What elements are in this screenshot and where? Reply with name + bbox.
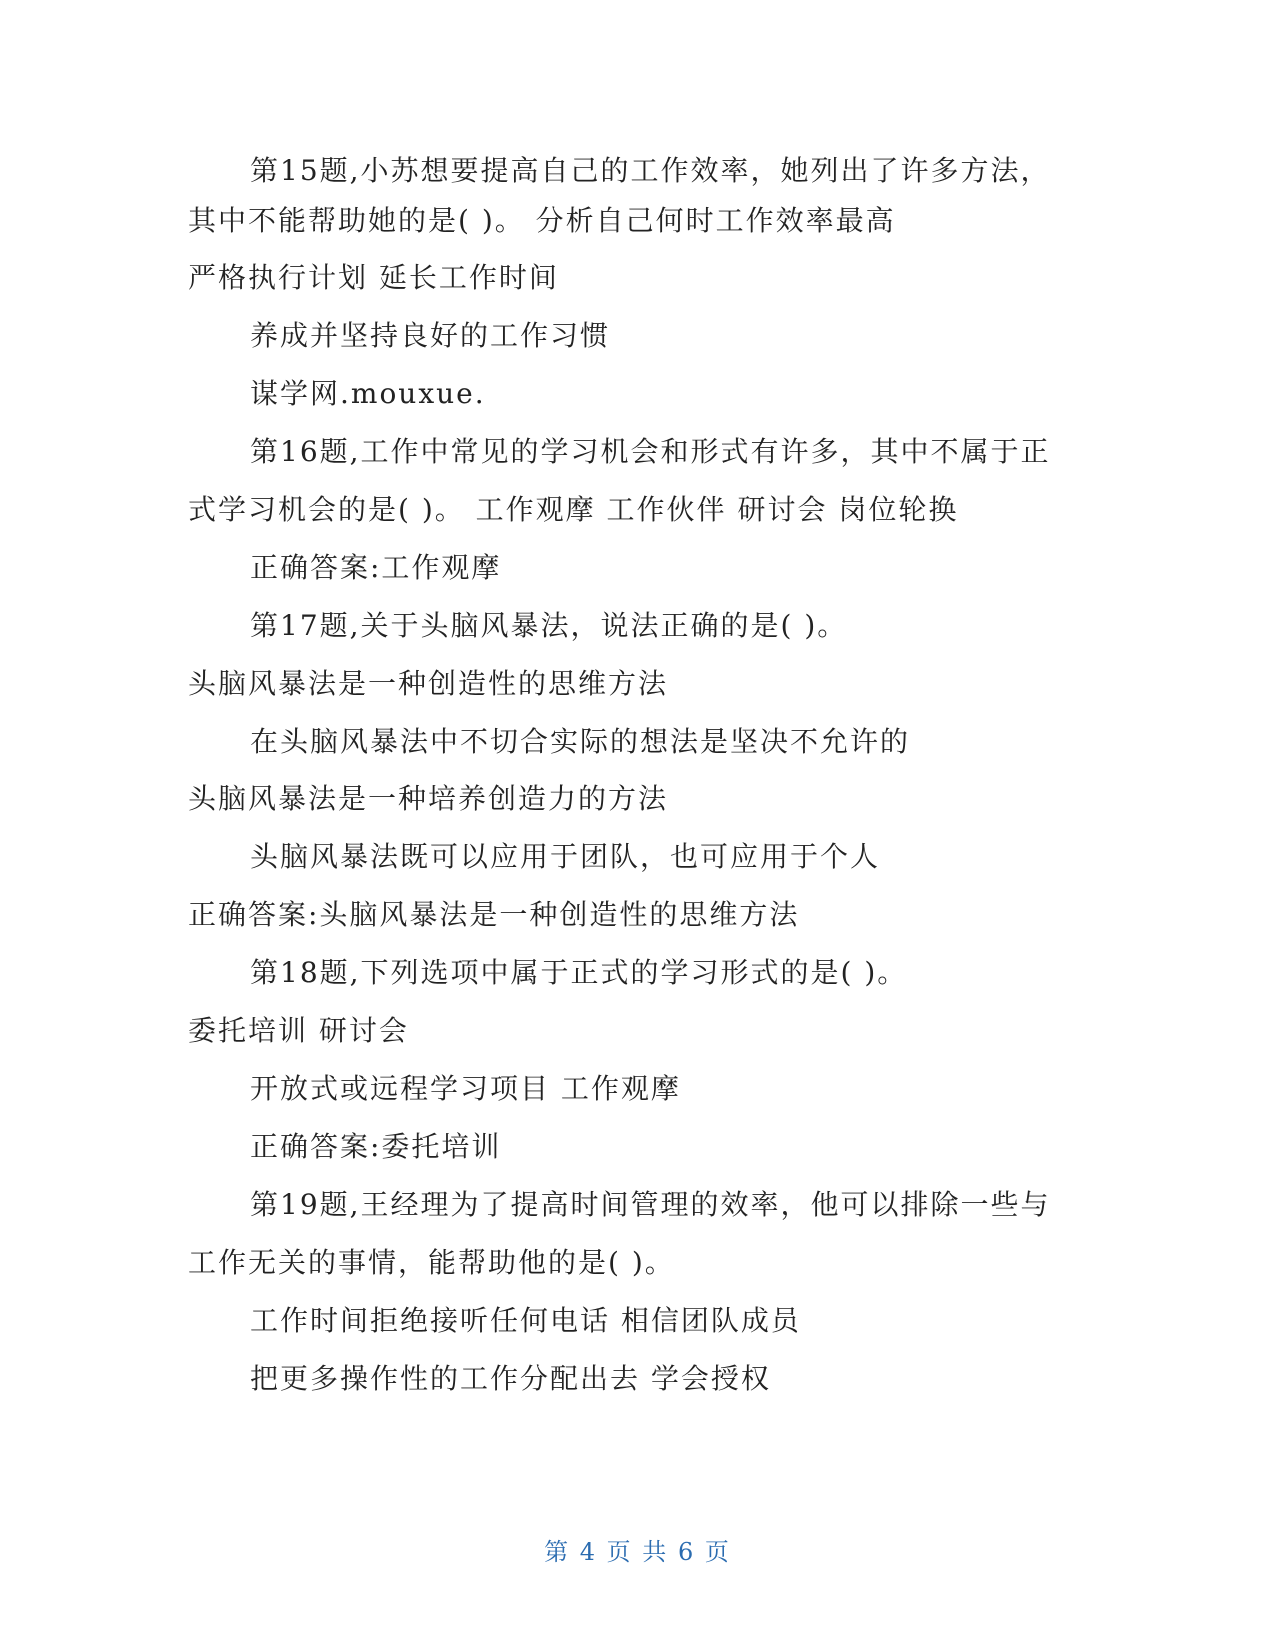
- text-line: 其中不能帮助她的是( )。 分析自己何时工作效率最高: [188, 204, 896, 237]
- text-line: 正确答案:头脑风暴法是一种创造性的思维方法: [188, 898, 800, 931]
- text-line: 在头脑风暴法中不切合实际的想法是坚决不允许的: [250, 725, 911, 758]
- text-line: 工作无关的事情，能帮助他的是( )。: [188, 1246, 675, 1279]
- text-line: 第19题,王经理为了提高时间管理的效率，他可以排除一些与: [250, 1188, 1051, 1221]
- text-line: 第17题,关于头脑风暴法，说法正确的是( )。: [250, 609, 848, 642]
- text-line: 式学习机会的是( )。 工作观摩 工作伙伴 研讨会 岗位轮换: [188, 493, 959, 526]
- text-line: 委托培训 研讨会: [188, 1014, 409, 1047]
- text-line: 严格执行计划 延长工作时间: [188, 261, 559, 294]
- text-line: 第15题,小苏想要提高自己的工作效率，她列出了许多方法，: [250, 154, 1051, 187]
- text-line: 第18题,下列选项中属于正式的学习形式的是( )。: [250, 956, 908, 989]
- text-line: 养成并坚持良好的工作习惯: [250, 319, 611, 352]
- text-line: 正确答案:工作观摩: [250, 551, 502, 584]
- text-line: 开放式或远程学习项目 工作观摩: [250, 1072, 681, 1105]
- text-line: 工作时间拒绝接听任何电话 相信团队成员: [250, 1304, 801, 1337]
- text-line: 头脑风暴法是一种创造性的思维方法: [188, 667, 669, 700]
- text-line: 头脑风暴法既可以应用于团队，也可应用于个人: [250, 840, 881, 873]
- text-line: 第16题,工作中常见的学习机会和形式有许多，其中不属于正: [250, 435, 1051, 468]
- text-line: 把更多操作性的工作分配出去 学会授权: [250, 1362, 771, 1395]
- page-number-footer: 第 4 页 共 6 页: [544, 1538, 731, 1566]
- text-line: 谋学网.mouxue.: [250, 377, 486, 410]
- text-line: 头脑风暴法是一种培养创造力的方法: [188, 782, 669, 815]
- text-line: 正确答案:委托培训: [250, 1130, 502, 1163]
